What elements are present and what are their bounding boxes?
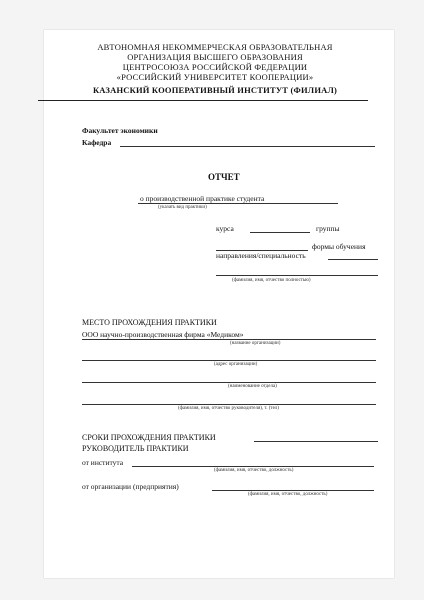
document-page xyxy=(44,30,394,578)
institute-hint: (фамилия, имя, отчество, должность) xyxy=(214,468,294,473)
subtitle-hint: (указать вид практики) xyxy=(158,205,207,210)
subtitle-underline xyxy=(138,203,338,204)
place-org: ООО научно-производственная фирма «Медиком» xyxy=(82,330,244,339)
from-institute-label: от института xyxy=(82,458,124,467)
address-hint: (адрес организации) xyxy=(214,362,258,367)
department-hint: (наименование отдела) xyxy=(228,384,277,389)
org-supervisor-field[interactable] xyxy=(212,490,374,491)
header-institute: КАЗАНСКИЙ КООПЕРАТИВНЫЙ ИНСТИТУТ (ФИЛИАЛ) xyxy=(92,85,338,95)
from-org-label: от организации (предприятия) xyxy=(82,482,179,491)
form-label: формы обучения xyxy=(312,242,366,251)
org-hint: (название организации) xyxy=(230,341,281,346)
name-hint: (фамилия, имя, отчество полностью) xyxy=(232,278,311,283)
department-name-field[interactable] xyxy=(82,382,376,383)
terms-heading: СРОКИ ПРОХОЖДЕНИЯ ПРАКТИКИ xyxy=(82,433,216,442)
header-line-1: АВТОНОМНАЯ НЕКОММЕРЧЕСКАЯ ОБРАЗОВАТЕЛЬНАЯ xyxy=(97,42,333,52)
department-field[interactable] xyxy=(120,146,375,147)
report-title: ОТЧЕТ xyxy=(208,172,240,182)
group-label: группы xyxy=(316,224,340,233)
header-line-4: «РОССИЙСКИЙ УНИВЕРСИТЕТ КООПЕРАЦИИ» xyxy=(116,72,314,82)
specialty-field[interactable] xyxy=(328,259,378,260)
contact-field[interactable] xyxy=(82,404,376,405)
address-field[interactable] xyxy=(82,360,376,361)
department-label: Кафедра xyxy=(82,138,112,147)
contact-hint: (фамилия, имя, отчество руководителя), т. (тел) xyxy=(178,406,279,411)
course-field[interactable] xyxy=(250,232,310,233)
org-hint-supervisor: (фамилия, имя, отчество, должность) xyxy=(248,492,328,497)
specialty-label: направления/специальность xyxy=(216,251,306,260)
header-line-3: ЦЕНТРОСОЮЗА РОССИЙСКОЙ ФЕДЕРАЦИИ xyxy=(122,62,308,72)
header-rule xyxy=(38,100,368,101)
faculty-label: Факультет экономики xyxy=(82,126,158,135)
course-label: курса xyxy=(216,224,234,233)
header-line-2: ОРГАНИЗАЦИЯ ВЫСШЕГО ОБРАЗОВАНИЯ xyxy=(127,52,303,62)
student-name-field[interactable] xyxy=(216,275,378,276)
org-underline xyxy=(82,339,376,340)
terms-field[interactable] xyxy=(254,441,378,442)
place-heading: МЕСТО ПРОХОЖДЕНИЯ ПРАКТИКИ xyxy=(82,318,217,327)
institute-supervisor-field[interactable] xyxy=(132,466,374,467)
report-subtitle: о производственной практике студента xyxy=(140,194,265,203)
supervisor-heading: РУКОВОДИТЕЛЬ ПРАКТИКИ xyxy=(82,444,189,453)
